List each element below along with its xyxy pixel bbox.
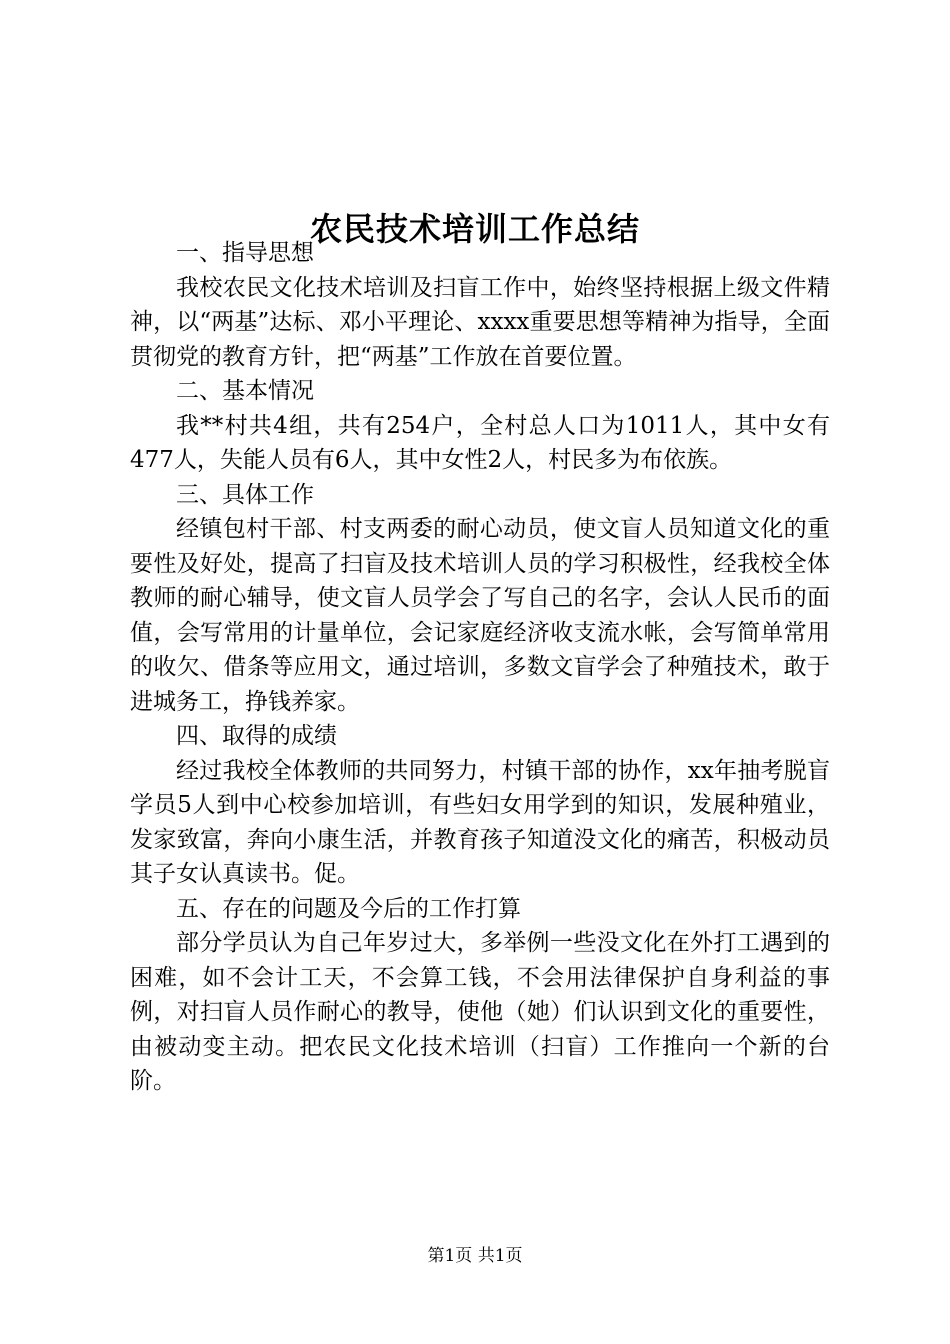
section-text-guiding-ideology: 我校农民文化技术培训及扫盲工作中，始终坚持根据上级文件精神，以“两基”达标、邓小平理论、xxxx重要思想等精神为指导，全面贯彻党的教育方针，把“两基”工作放在首要位置。	[130, 274, 830, 370]
section-text-specific-work: 经镇包村干部、村支两委的耐心动员，使文盲人员知道文化的重要性及好处，提高了扫盲及技术培训人员的学习积极性，经我校全体教师的耐心辅导，使文盲人员学会了写自己的名字，会认人民币的面值，会写常用的计量单位，会记家庭经济收支流水帐，会写简单常用的收欠、借条等应用文，通过培训，多数文盲学会了种殖技术，敢于进城务工，挣钱养家。	[130, 516, 830, 715]
section-heading-achievements: 四、取得的成绩	[176, 723, 337, 749]
section-heading-basic-situation: 二、基本情况	[176, 378, 314, 404]
section-heading-specific-work: 三、具体工作	[176, 481, 314, 508]
section-text-basic-situation: 我**村共4组，共有254户，全村总人口为1011人，其中女有477人，失能人员有6人，其中女性2人，村民多为布依族。	[130, 412, 830, 473]
document-body	[130, 236, 830, 1099]
section-heading-guiding-ideology: 一、指导思想	[176, 240, 314, 266]
document-title: 农民技术培训工作总结	[309, 210, 640, 249]
section-text-achievements: 经过我校全体教师的共同努力，村镇干部的协作，xx年抽考脱盲学员5人到中心校参加培训，有些妇女用学到的知识，发展种殖业，发家致富，奔向小康生活，并教育孩子知道没文化的痛苦，积极动员其子女认真读书。促。	[130, 757, 830, 887]
page-number-footer: 第1页 共1页	[427, 1246, 523, 1266]
section-heading-problems-plans: 五、存在的问题及今后的工作打算	[176, 895, 521, 922]
section-text-problems-plans: 部分学员认为自己年岁过大，多举例一些没文化在外打工遇到的困难，如不会计工天，不会算工钱，不会用法律保护自身利益的事例，对扫盲人员作耐心的教导，使他（她）们认识到文化的重要性，由被动变主动。把农民文化技术培训（扫盲）工作推向一个新的台阶。	[130, 930, 830, 1094]
